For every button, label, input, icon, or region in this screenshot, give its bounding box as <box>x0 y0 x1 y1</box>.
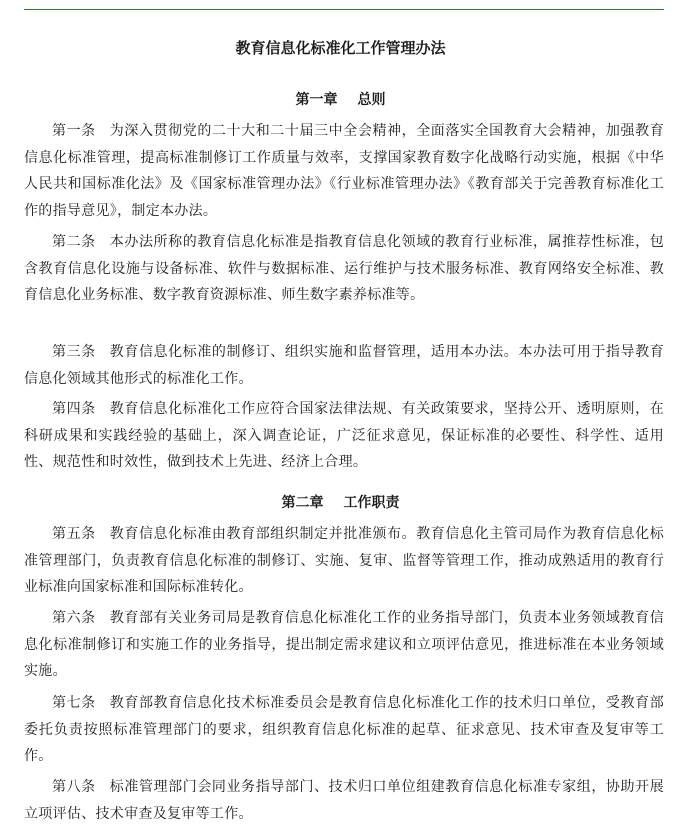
article-number: 第四条 <box>52 401 96 417</box>
chapter-name: 工作职责 <box>343 495 400 511</box>
chapter-name: 总则 <box>357 92 386 108</box>
article-text: 本办法所称的教育信息化标准是指教育信息化领域的教育行业标准，属推荐性标准，包含教育信息化设施与设备标准、软件与数据标准、运行维护与技术服务标准、教育网络安全标准、教育信息化业务标准、数字教育资源标准、师生数字素养标准等。 <box>24 234 664 304</box>
article-number: 第五条 <box>52 526 96 542</box>
article-text: 为深入贯彻党的二十大和二十届三中全会精神，全面落实全国教育大会精神，加强教育信息化标准管理，提高标准制修订工作质量与效率，支撑国家教育数字化战略行动实施，根据《中华人民共和国标准化法》及《国家标准管理办法》《行业标准管理办法》《教育部关于完善教育标准化工作的指导意见》，制定本办法。 <box>24 123 664 220</box>
document-title: 教育信息化标准化工作管理办法 <box>235 39 446 57</box>
article-paragraph <box>24 605 664 685</box>
article-number: 第六条 <box>52 610 96 626</box>
article-text: 教育部教育信息化技术标准委员会是教育信息化标准化工作的技术归口单位，受教育部委托负责按照标准管理部门的要求，组织教育信息化标准的起草、征求意见、技术审查及复审等工作。 <box>24 695 664 765</box>
chapter-number: 第二章 <box>281 495 324 511</box>
article-text: 教育部有关业务司局是教育信息化标准化工作的业务指导部门，负责本业务领域教育信息化标准制修订和实施工作的业务指导，提出制定需求建议和立项评估意见，推进标准在本业务领域实施。 <box>24 610 664 680</box>
article-text: 教育信息化标准化工作应符合国家法律法规、有关政策要求，坚持公开、透明原则，在科研成果和实践经验的基础上，深入调查论证，广泛征求意见，保证标准的必要性、科学性、适用性、规范性和时效性，做到技术上先进、经济上合理。 <box>24 401 664 471</box>
article-text: 教育信息化标准的制修订、组织实施和监督管理，适用本办法。本办法可用于指导教育信息化领域其他形式的标准化工作。 <box>24 344 664 387</box>
article-number: 第三条 <box>52 344 96 360</box>
chapter-heading <box>0 493 681 513</box>
article-paragraph <box>24 774 664 827</box>
article-text: 标准管理部门会同业务指导部门、技术归口单位组建教育信息化标准专家组，协助开展立项评估、技术审查及复审等工作。 <box>24 779 664 822</box>
article-text: 教育信息化标准由教育部组织制定并批准颁布。教育信息化主管司局作为教育信息化标准管理部门，负责教育信息化标准的制修订、实施、复审、监督等管理工作，推动成熟适用的教育行业标准向国家标准和国际标准转化。 <box>24 526 664 596</box>
chapter-number: 第一章 <box>295 92 338 108</box>
article-number: 第八条 <box>52 779 96 795</box>
article-paragraph <box>24 690 664 770</box>
article-number: 第一条 <box>52 123 96 139</box>
article-paragraph <box>24 339 664 392</box>
article-paragraph <box>24 118 664 225</box>
article-number: 第二条 <box>52 234 96 250</box>
article-paragraph <box>24 396 664 476</box>
chapter-heading <box>0 90 681 110</box>
article-paragraph <box>24 521 664 601</box>
article-number: 第七条 <box>52 695 96 711</box>
top-divider <box>24 9 664 10</box>
article-paragraph <box>24 229 664 309</box>
